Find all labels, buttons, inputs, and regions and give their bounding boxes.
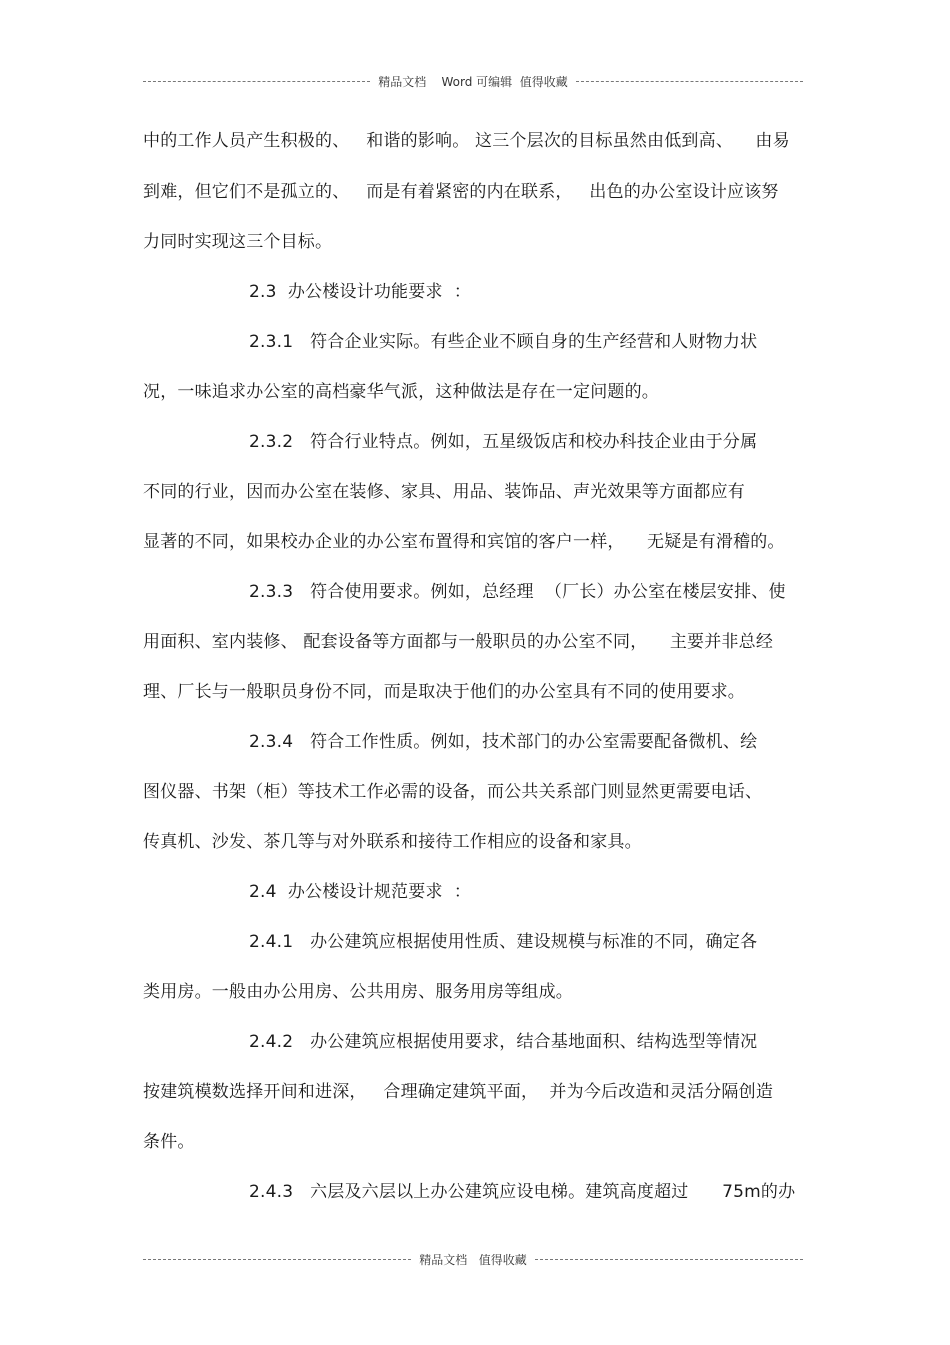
body-line: 传真机、沙发、茶几等与对外联系和接待工作相应的设备和家具。 [143, 832, 642, 852]
body-line: 2.3.3 符合使用要求。例如，总经理 （厂长）办公室在楼层安排、使 [249, 582, 786, 602]
body-line: 类用房。一般由办公用房、公共用房、服务用房等组成。 [143, 982, 573, 1002]
body-line: 力同时实现这三个目标。 [143, 232, 333, 252]
section-heading-2-3: 2.3 办公楼设计功能要求 ： [249, 282, 472, 302]
body-line: 条件。 [143, 1132, 195, 1152]
body-line: 2.4.3 六层及六层以上办公建筑应设电梯。建筑高度超过 75m的办 [249, 1182, 796, 1202]
body-line: 中的工作人员产生积极的、 和谐的影响。 这三个层次的目标虽然由低到高、 由易 [143, 131, 790, 151]
body-line: 况，一味追求办公室的高档豪华气派，这种做法是存在一定问题的。 [143, 382, 659, 402]
body-line: 显著的不同，如果校办企业的办公室布置得和宾馆的客户一样， 无疑是有滑稽的。 [143, 532, 785, 552]
body-line: 不同的行业，因而办公室在装修、家具、用品、装饰品、声光效果等方面都应有 [143, 482, 745, 502]
section-heading-2-4: 2.4 办公楼设计规范要求 ： [249, 882, 472, 902]
header-text: 精品文档 Word 可编辑 值得收藏 [378, 74, 568, 89]
body-line: 理、厂长与一般职员身份不同，而是取决于他们的办公室具有不同的使用要求。 [143, 682, 745, 702]
body-line: 图仪器、书架（柜）等技术工作必需的设备，而公共关系部门则显然更需要电话、 [143, 782, 763, 802]
header-dash-left [143, 81, 370, 82]
header-dash-right [576, 81, 803, 82]
body-line: 2.4.2 办公建筑应根据使用要求，结合基地面积、结构选型等情况 [249, 1032, 758, 1052]
body-line: 按建筑模数选择开间和进深， 合理确定建筑平面， 并为今后改造和灵活分隔创造 [143, 1082, 774, 1102]
body-line: 到难，但它们不是孤立的、 而是有着紧密的内在联系， 出色的办公室设计应该努 [143, 182, 779, 202]
body-line: 2.3.1 符合企业实际。有些企业不顾自身的生产经营和人财物力状 [249, 332, 758, 352]
body-line: 用面积、室内装修、 配套设备等方面都与一般职员的办公室不同， 主要并非总经 [143, 632, 774, 652]
body-line: 2.3.4 符合工作性质。例如，技术部门的办公室需要配备微机、绘 [249, 732, 758, 752]
page-header [143, 71, 803, 91]
footer-dash-left [143, 1259, 411, 1260]
page-footer [143, 1249, 803, 1269]
footer-dash-right [535, 1259, 803, 1260]
footer-text: 精品文档 值得收藏 [419, 1252, 527, 1267]
body-line: 2.4.1 办公建筑应根据使用性质、建设规模与标准的不同，确定各 [249, 932, 758, 952]
body-line: 2.3.2 符合行业特点。例如，五星级饭店和校办科技企业由于分属 [249, 432, 758, 452]
